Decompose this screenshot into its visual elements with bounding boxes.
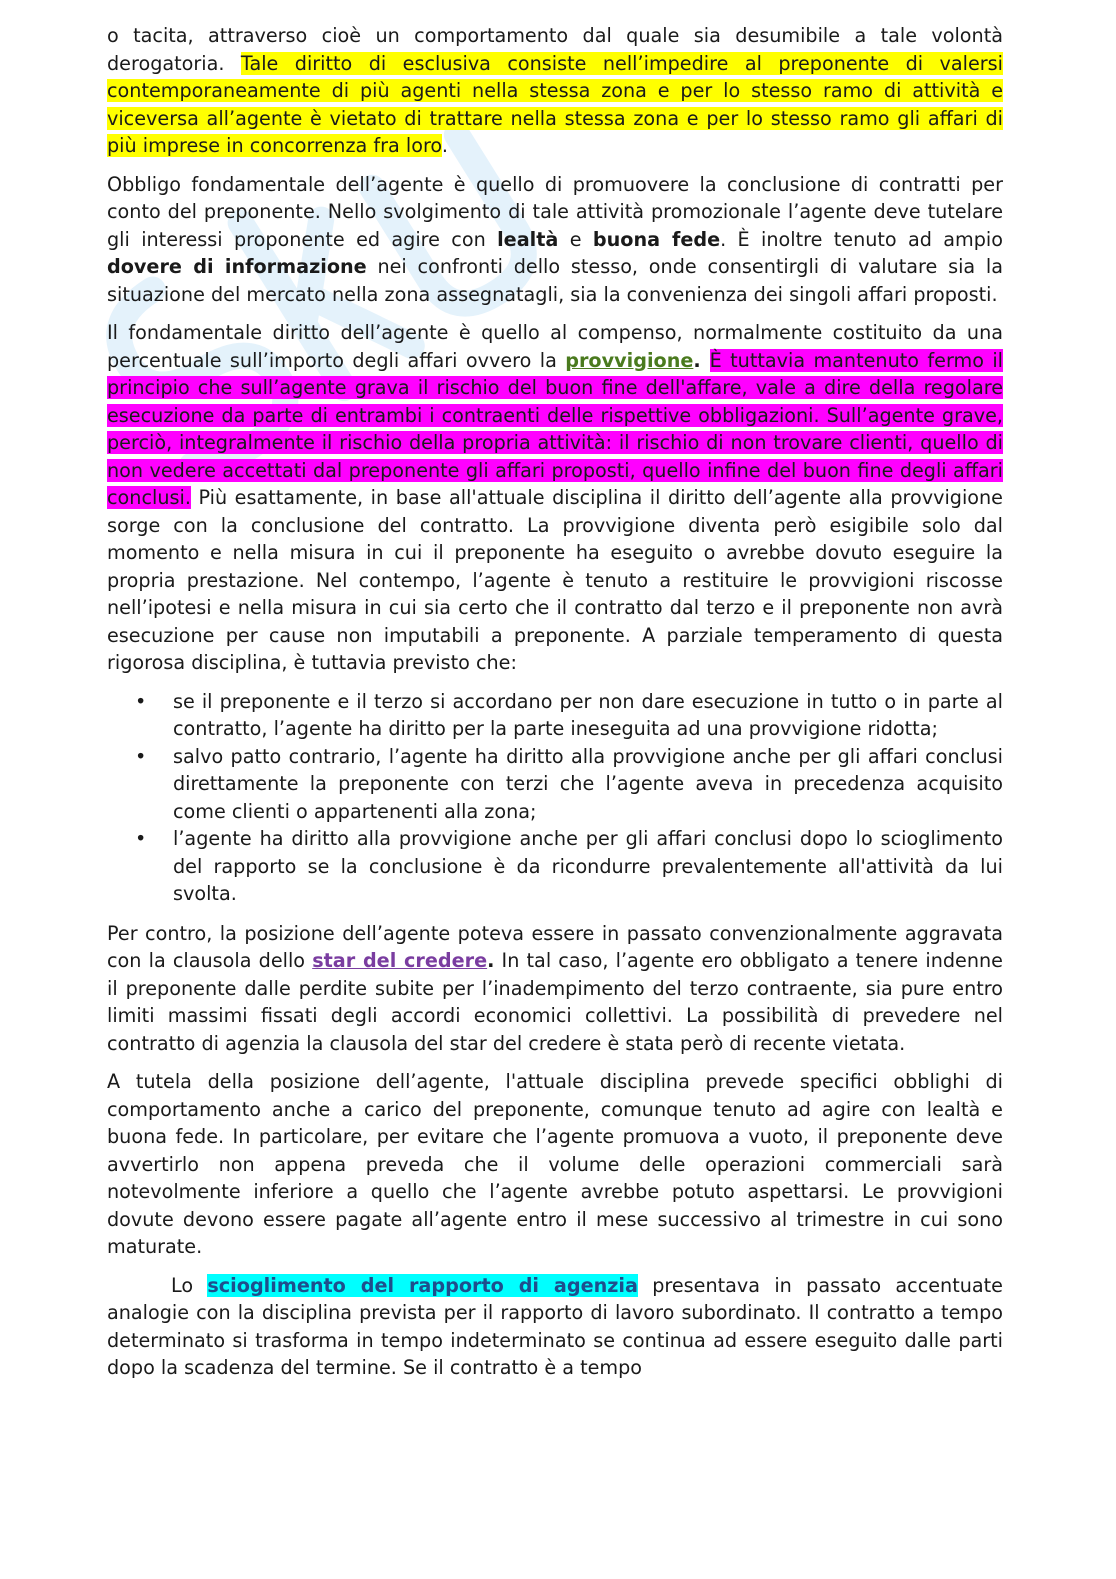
- bullet-icon: •: [135, 689, 147, 713]
- paragraph-esclusiva: o tacita, attraverso cioè un comportamento dal quale sia desumibile a tale volontà derogatoria. Tale diritto di esclusiva consiste nell’impedire al preponente di valersi contemporaneamente di più agenti nella stessa zona e per lo stesso ramo di attività e viceversa all’agente è vietato di trattare nella stessa zona e per lo stesso ramo gli affari di più imprese in concorrenza fra loro.: [107, 24, 1003, 157]
- paragraph-scioglimento: Lo scioglimento del rapporto di agenzia presentava in passato accentuate analogie con la disciplina prevista per il rapporto di lavoro subordinato. Il contratto a tempo determinato si trasforma in tempo indeterminato se continua ad essere eseguito dalle parti dopo la scadenza del termine. Se il contratto è a tempo: [107, 1273, 1003, 1379]
- bold-dovere-informazione: dovere di informazione: [107, 255, 367, 278]
- bold-buona-fede: buona fede: [592, 227, 721, 251]
- paragraph-tutela: A tutela della posizione dell’agente, l'attuale disciplina prevede specifici obblighi di comportamento anche a carico del preponente, comunque tenuto ad agire con lealtà e buona fede. In particolare, per evitare che l’agente promuova a vuoto, il preponente deve avvertirlo non appena preveda che il volume delle operazioni commerciali sarà notevolmente inferiore a quello che l’agente avrebbe potuto aspettarsi. Le provvigioni dovute devono essere pagate all’agente entro il mese successivo al trimestre in cui sono maturate.: [107, 1070, 1003, 1258]
- list-item: • se il preponente e il terzo si accordano per non dare esecuzione in tutto o in parte al contratto, l’agente ha diritto per la parte ineseguita ad una provvigione ridotta;: [135, 689, 1003, 740]
- highlight-yellow: Tale diritto di esclusiva consiste nell’impedire al preponente di valersi contemporaneamente di più agenti nella stessa zona e per lo stesso ramo di attività e viceversa all’agente è vietato di trattare nella stessa zona e per lo stesso ramo gli affari di più imprese in concorrenza fra loro: [107, 51, 1003, 157]
- bullet-icon: •: [135, 827, 147, 850]
- keyword-provvigione: provvigione: [565, 348, 694, 372]
- highlight-cyan-keyword: scioglimento del rapporto di agenzia: [207, 1273, 638, 1297]
- paragraph-star-del-credere: Per contro, la posizione dell’agente poteva essere in passato convenzionalmente aggravata con la clausola dello star del credere. In tal caso, l’agente ero obbligato a tenere indenne il preponente dalle perdite subite per l’inadempimento del terzo contraente, sia pure entro limiti massimi fissati degli accordi economici collettivi. La possibilità di prevedere nel contratto di agenzia la clausola del star del credere è stata però di recente vietata.: [107, 921, 1003, 1055]
- bullet-icon: •: [135, 744, 147, 768]
- bold-lealta: lealtà: [497, 227, 559, 251]
- document-page: [107, 22, 1003, 1393]
- paragraph-obbligo: Obbligo fondamentale dell’agente è quello di promuovere la conclusione di contratti per conto del preponente. Nello svolgimento di tale attività promozionale l’agente deve tutelare gli interessi proponente ed agire con lealtà e buona fede. È inoltre tenuto ad ampio dovere di informazione nei confronti dello stesso, onde consentirgli di valutare sia la situazione del mercato nella zona assegnatagli, sia la convenienza dei singoli affari proposti.: [107, 172, 1004, 306]
- keyword-star-del-credere: star del credere: [312, 949, 488, 972]
- bullet-list: [107, 688, 1003, 908]
- list-item: • salvo patto contrario, l’agente ha diritto alla provvigione anche per gli affari conclusi direttamente la preponente con terzi che l’agente aveva in precedenza acquisito come clienti o appartenenti alla zona;: [135, 744, 1003, 823]
- list-item: • l’agente ha diritto alla provvigione anche per gli affari conclusi dopo lo scioglimento del rapporto se la conclusione è da ricondurre prevalentemente all'attività da lui svolta.: [135, 827, 1003, 905]
- paragraph-provvigione: Il fondamentale diritto dell’agente è quello al compenso, normalmente costituito da una percentuale sull’importo degli affari ovvero la provvigione. È tuttavia mantenuto fermo il principio che sull’agente grava il rischio del buon fine dell'affare, vale a dire della regolare esecuzione da parte di entrambi i contraenti delle rispettive obbligazioni. Sull’agente grave, perciò, integralmente il rischio della propria attività: il rischio di non trovare clienti, quello di non vedere accettati dal preponente gli affari proposti, quello infine del buon fine degli affari conclusi. Più esattamente, in base all'attuale disciplina il diritto dell’agente alla provvigione sorge con la conclusione del contratto. La provvigione diventa però esigibile solo dal momento e nella misura in cui il preponente ha eseguito o avrebbe dovuto eseguire la propria prestazione. Nel contempo, l’agente è tenuto a restituire le provvigioni riscosse nell’ipotesi e nella misura in cui sia certo che il contratto dal terzo e il preponente non avrà esecuzione per cause non imputabili a preponente. A parziale temperamento di questa rigorosa disciplina, è tuttavia previsto che:: [107, 321, 1003, 674]
- highlight-magenta: È tuttavia mantenuto fermo il principio che sull’agente grava il rischio del buon fine dell'affare, vale a dire della regolare esecuzione da parte di entrambi i contraenti delle rispettive obbligazioni. Sull’agente grave, perciò, integralmente il rischio della propria attività: il rischio di non trovare clienti, quello di non vedere accettati dal preponente gli affari proposti, quello infine del buon fine degli affari conclusi.: [107, 348, 1003, 509]
